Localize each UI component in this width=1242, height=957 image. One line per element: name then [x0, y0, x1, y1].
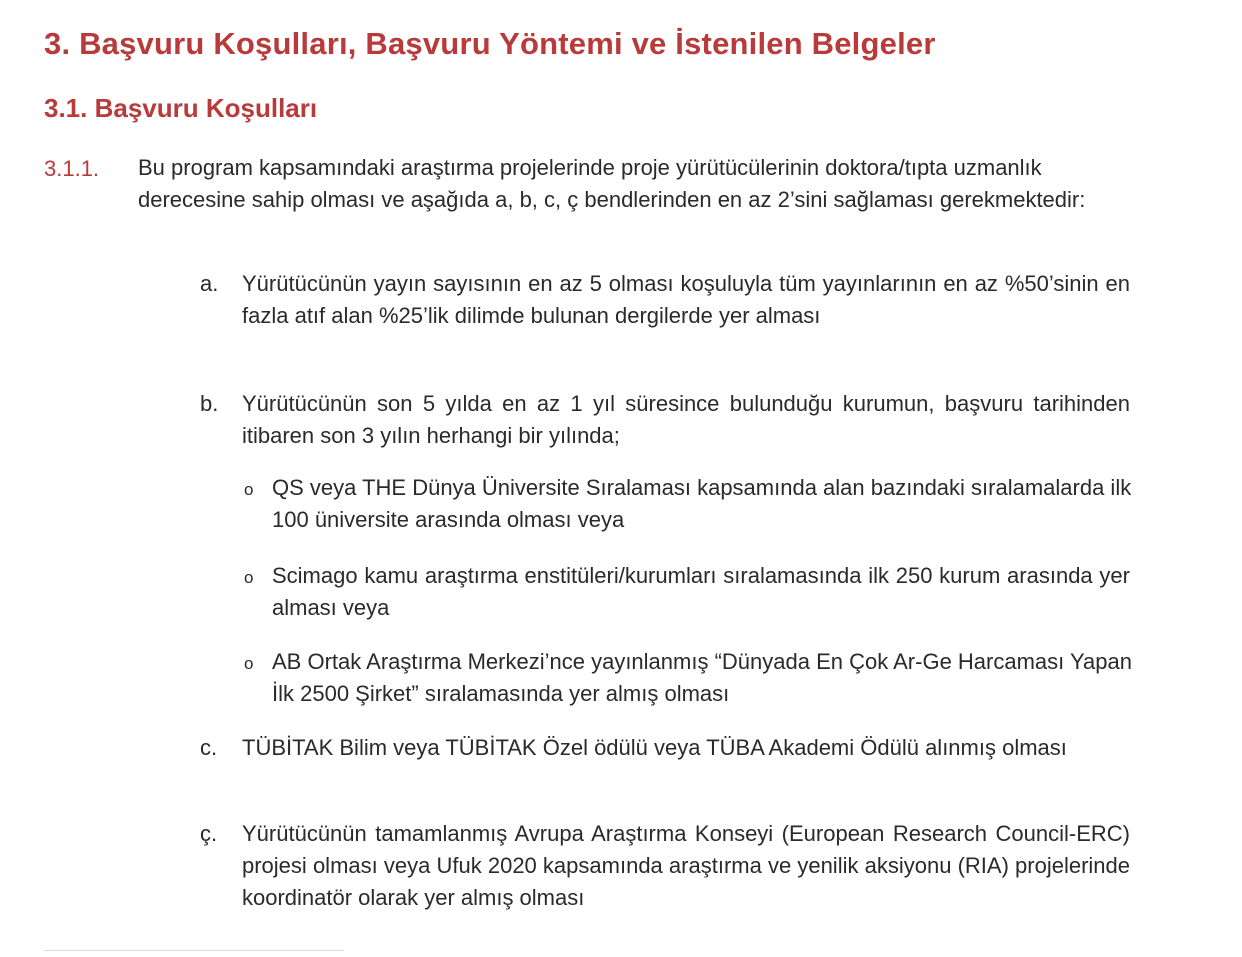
- section-title: 3. Başvuru Koşulları, Başvuru Yöntemi ve İstenilen Belgeler: [44, 26, 936, 61]
- item-c-label: c.: [200, 735, 218, 760]
- divider: [44, 950, 344, 951]
- sub-item-3-text: AB Ortak Araştırma Merkezi’nce yayınlanmış “Dünyada En Çok Ar-Ge Harcaması Yapan İlk 2500 Şirket” sıralamasında yer almış olması: [272, 649, 1132, 706]
- item-c-text: TÜBİTAK Bilim veya TÜBİTAK Özel ödülü veya TÜBA Akademi Ödülü alınmış olması: [242, 735, 1067, 760]
- item-cedilla-text: Yürütücünün tamamlanmış Avrupa Araştırma Konseyi (European Research Council-ERC) projesi olması veya Ufuk 2020 kapsamında araştırma ve yenilik aksiyonu (RIA) projelerinde koordinatör olarak yer almış olması: [242, 821, 1130, 910]
- sub-item-1-bullet: o: [244, 480, 254, 499]
- item-b-text: Yürütücünün son 5 yılda en az 1 yıl süresince bulunduğu kurumun, başvuru tarihinden itibaren son 3 yılın herhangi bir yılında;: [242, 391, 1130, 448]
- item-b-label: b.: [200, 391, 219, 416]
- sub-item-1-text: QS veya THE Dünya Üniversite Sıralaması kapsamında alan bazındaki sıralamalarda ilk 100 üniversite arasında olması veya: [272, 475, 1132, 532]
- item-a-text: Yürütücünün yayın sayısının en az 5 olması koşuluyla tüm yayınlarının en az %50’sinin en fazla atıf alan %25’lik dilimde bulunan dergilerde yer alması: [242, 271, 1130, 328]
- sub-item-3-bullet: o: [244, 654, 254, 673]
- clause-text: Bu program kapsamındaki araştırma projelerinde proje yürütücülerinin doktora/tıpta uzmanlık derecesine sahip olması ve aşağıda a, b, c, ç bendlerinden en az 2’sini sağlaması gerekmektedir:: [138, 155, 1086, 212]
- item-cedilla-label: ç.: [200, 821, 218, 846]
- clause-number: 3.1.1.: [44, 156, 100, 181]
- sub-item-2-bullet: o: [244, 568, 254, 587]
- sub-item-2-text: Scimago kamu araştırma enstitüleri/kurumları sıralamasında ilk 250 kurum arasında yer alması veya: [272, 563, 1130, 620]
- subsection-title: 3.1. Başvuru Koşulları: [44, 93, 318, 123]
- item-a-label: a.: [200, 271, 219, 296]
